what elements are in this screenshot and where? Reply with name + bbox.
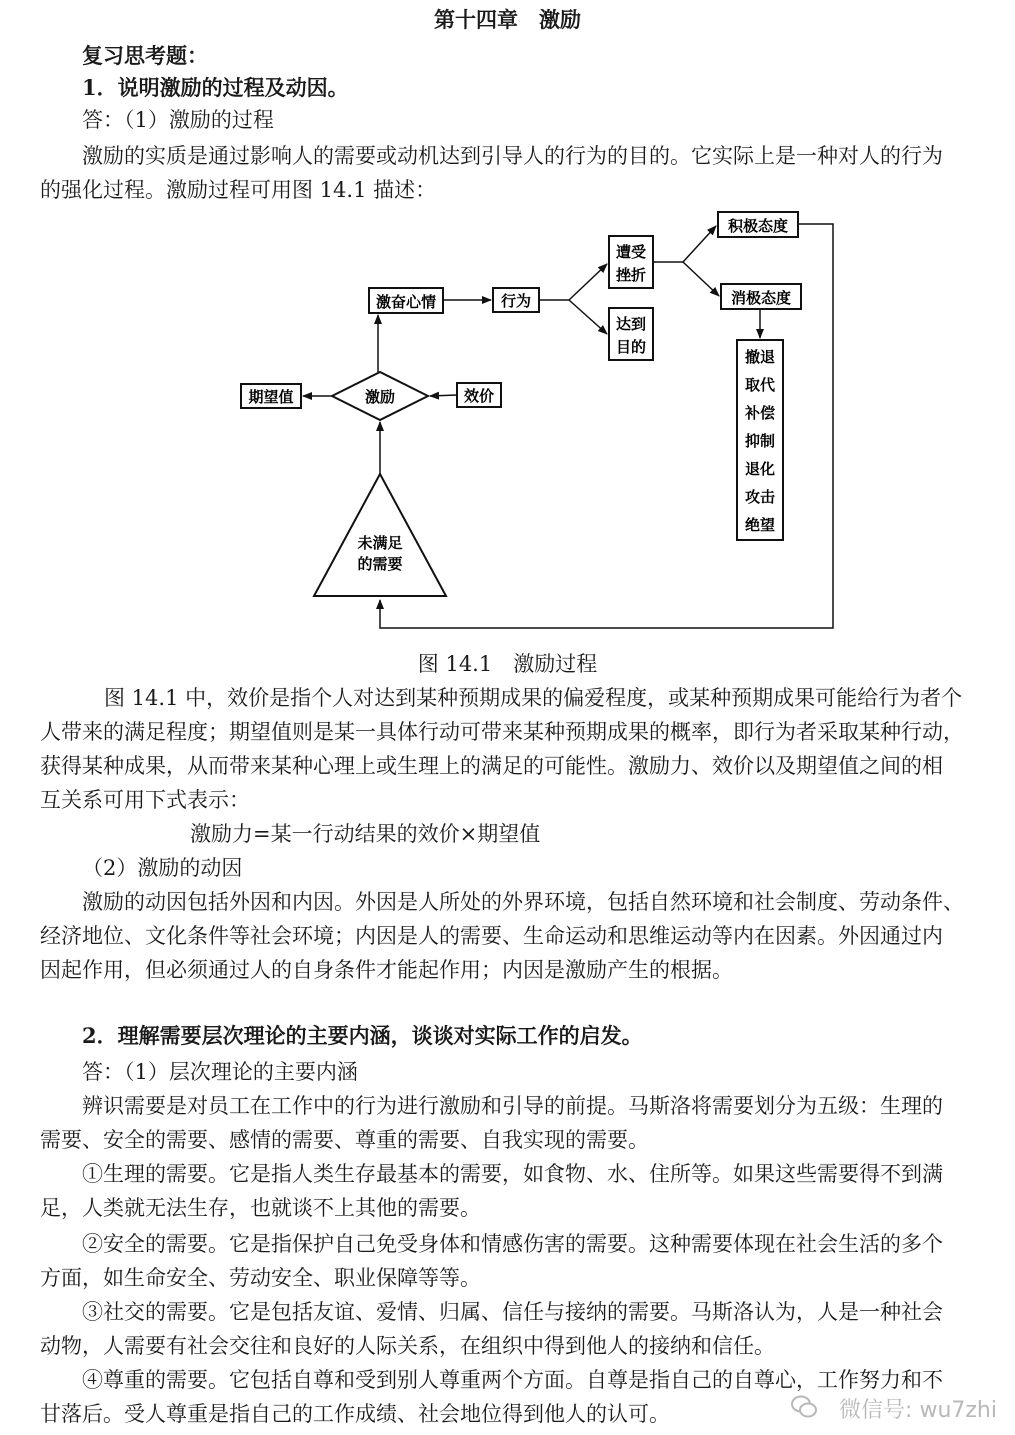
valence-node — [457, 383, 501, 407]
reaction-item: 补偿 — [744, 404, 776, 422]
reaction-item: 撤退 — [744, 348, 776, 366]
formula: 激励力=某一行动结果的效价×期望值 — [190, 822, 541, 846]
chapter-title: 第十四章 激励 — [434, 7, 581, 32]
excited-mood-label: 激奋心情 — [375, 293, 437, 311]
q2-paragraph-line: 需要、安全的需要、感情的需要、尊重的需要、自我实现的需要。 — [40, 1128, 649, 1152]
excited-mood-node — [369, 288, 443, 313]
need-item-safety: 方面，如生命安全、劳动安全、职业保障等等。 — [40, 1266, 481, 1290]
section-header: 复习思考题： — [82, 43, 208, 68]
need-item-physiological: 足，人类就无法生存，也就谈不上其他的需要。 — [40, 1196, 481, 1220]
motivation-process-diagram — [0, 200, 1015, 640]
motivation-label: 激励 — [364, 388, 396, 406]
need-item-physiological: ①生理的需要。它是指人类生存最基本的需要，如食物、水、住所等。如果这些需要得不到满 — [82, 1162, 943, 1186]
q1-paragraph-line: 因起作用，但必须通过人的自身条件才能起作用；内因是激励产生的根据。 — [40, 958, 733, 982]
reaction-item: 退化 — [744, 460, 776, 478]
unmet-needs-node — [314, 474, 446, 596]
positive-attitude-label: 积极态度 — [727, 217, 789, 235]
q1-paragraph-line: 互关系可用下式表示： — [40, 788, 250, 812]
watermark-text: 微信号: wu7zhi — [839, 1398, 997, 1423]
arrow-to-positive — [683, 226, 716, 262]
frustration-label: 遭受 — [615, 243, 647, 261]
goal-achieved-node — [609, 308, 653, 360]
need-item-safety: ②安全的需要。它是指保护自己免受身体和情感伤害的需要。这种需要体现在社会生活的多个 — [82, 1232, 943, 1256]
unmet-needs-label: 未满足 — [357, 534, 403, 552]
reaction-item: 攻击 — [744, 488, 776, 506]
q1-question: 1．说明激励的过程及动因。 — [82, 75, 349, 100]
reaction-item: 抑制 — [744, 432, 776, 450]
frustration-reactions-node — [737, 340, 783, 540]
q1-paragraph-line: 的强化过程。激励过程可用图 14.1 描述： — [40, 178, 437, 202]
negative-attitude-label: 消极态度 — [730, 289, 792, 307]
valence-label: 效价 — [463, 387, 495, 405]
q1-paragraph-line: 获得某种成果，从而带来某种心理上或生理上的满足的可能性。激励力、效价以及期望值之间的相 — [40, 754, 943, 778]
goal-achieved-label: 目的 — [615, 338, 647, 356]
expectancy-node — [241, 384, 301, 408]
arrow-valence-to-motivation — [430, 395, 457, 396]
need-item-social: 动物，人需要有社会交往和良好的人际关系，在组织中得到他人的接纳和信任。 — [40, 1334, 775, 1358]
q1-paragraph-line: 经济地位、文化条件等社会环境；内因是人的需要、生命运动和思维运动等内在因素。外因通过内 — [40, 924, 943, 948]
q1-subheading: （2）激励的动因 — [82, 856, 243, 880]
q1-paragraph-line: 激励的动因包括外因和内因。外因是人所处的外界环境，包括自然环境和社会制度、劳动条件、 — [82, 890, 964, 914]
expectancy-label: 期望值 — [248, 388, 294, 406]
arrow-to-negative — [683, 262, 719, 296]
figure-caption: 图 14.1 激励过程 — [417, 652, 598, 676]
goal-achieved-label: 达到 — [615, 315, 647, 333]
positive-attitude-node — [718, 212, 798, 237]
frustration-node — [609, 236, 653, 288]
q2-question: 2．理解需要层次理论的主要内涵，谈谈对实际工作的启发。 — [82, 1023, 643, 1048]
wechat-icon — [790, 1393, 818, 1421]
q2-paragraph-line: 辨识需要是对员工在工作中的行为进行激励和引导的前提。马斯洛将需要划分为五级：生理的 — [82, 1094, 943, 1118]
need-item-esteem: ④尊重的需要。它包括自尊和受到别人尊重两个方面。自尊是指自己的自尊心，工作努力和不 — [82, 1368, 943, 1392]
frustration-label: 挫折 — [615, 266, 647, 284]
behavior-node — [493, 288, 539, 312]
motivation-node — [332, 372, 428, 420]
arrow-behavior-to-frustration — [569, 264, 607, 300]
reaction-item: 取代 — [744, 376, 776, 394]
q1-paragraph-line: 人带来的满足程度；期望值则是某一具体行动可带来某种预期成果的概率，即行为者采取某种行动， — [40, 720, 964, 744]
negative-attitude-node — [721, 284, 801, 309]
q1-paragraph-line: 激励的实质是通过影响人的需要或动机达到引导人的行为的目的。它实际上是一种对人的行为 — [82, 144, 943, 168]
q2-answer-heading: 答：（1）层次理论的主要内涵 — [82, 1060, 358, 1084]
unmet-needs-label: 的需要 — [357, 555, 403, 573]
arrow-behavior-to-achieved — [569, 300, 607, 334]
q1-paragraph-line: 图 14.1 中，效价是指个人对达到某种预期成果的偏爱程度，或某种预期成果可能给行为者个 — [104, 686, 963, 710]
reaction-item: 绝望 — [744, 516, 776, 534]
behavior-label: 行为 — [500, 292, 532, 310]
q1-answer-heading: 答：（1）激励的过程 — [82, 108, 274, 132]
need-item-esteem: 甘落后。受人尊重是指自己的工作成绩、社会地位得到他人的认可。 — [40, 1402, 670, 1426]
need-item-social: ③社交的需要。它是包括友谊、爱情、归属、信任与接纳的需要。马斯洛认为，人是一种社会 — [82, 1300, 943, 1324]
